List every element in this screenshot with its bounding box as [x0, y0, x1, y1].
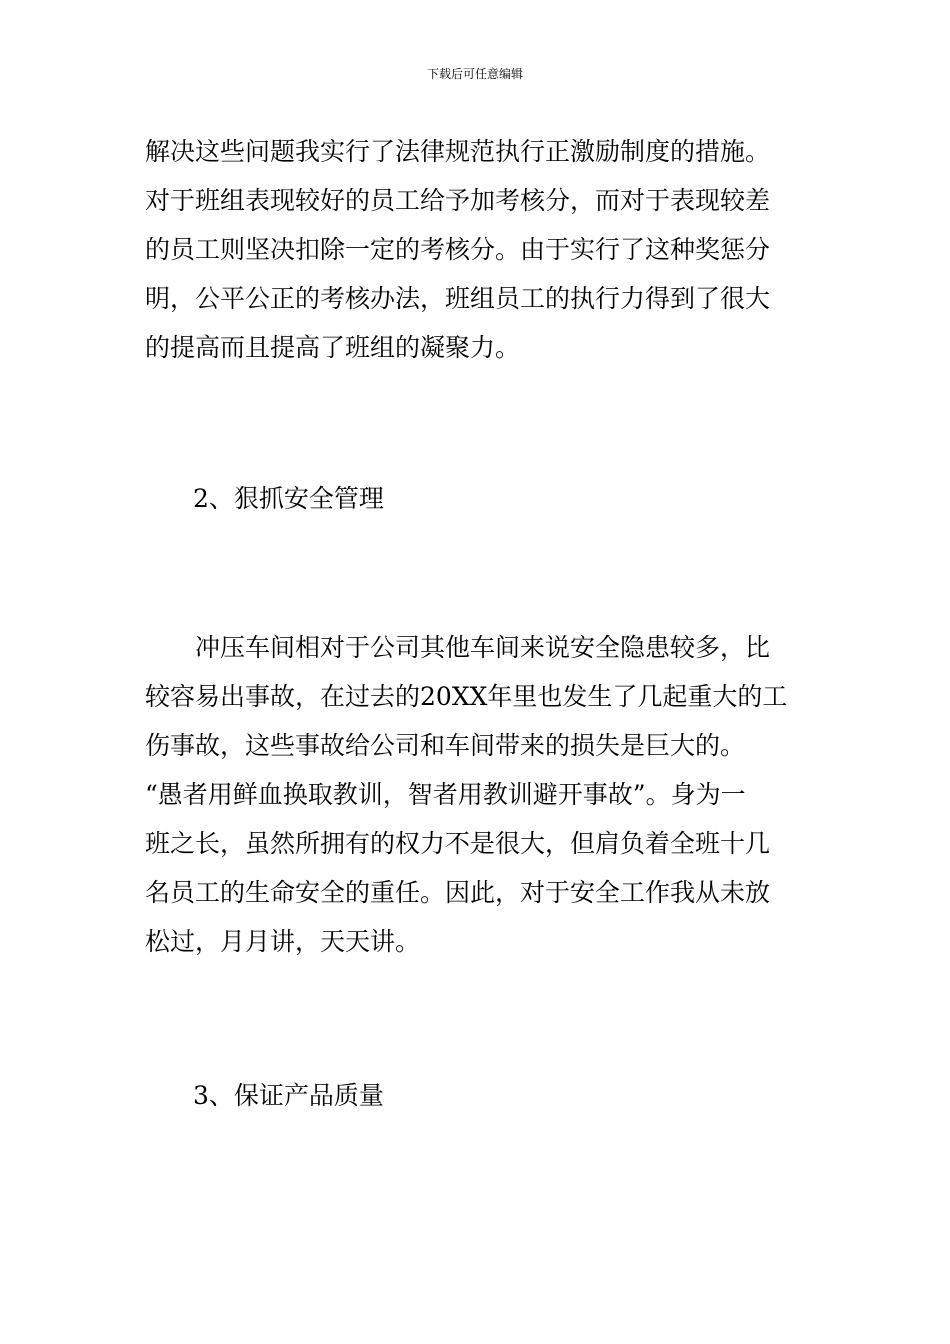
- section-heading-quality: 3、保证产品质量: [193, 1081, 384, 1110]
- paragraph-line: 名员工的生命安全的重任。因此，对于安全工作我从未放: [145, 878, 771, 907]
- paragraph-line: “愚者用鲜血换取教训，智者用教训避开事故”。身为一: [145, 780, 746, 809]
- paragraph-line: 伤事故，这些事故给公司和车间带来的损失是巨大的。: [145, 731, 746, 760]
- paragraph-line: 松过，月月讲，天天讲。: [145, 927, 421, 956]
- paragraph-line: 冲压车间相对于公司其他车间来说安全隐患较多，比: [145, 633, 771, 662]
- paragraph-line: 对于班组表现较好的员工给予加考核分，而对于表现较差: [145, 186, 771, 215]
- section-heading-safety: 2、狠抓安全管理: [193, 484, 384, 513]
- paragraph-line: 较容易出事故，在过去的20XX年里也发生了几起重大的工: [145, 682, 788, 711]
- paragraph-line: 的提高而且提高了班组的凝聚力。: [145, 333, 521, 362]
- paragraph-safety: [145, 623, 807, 966]
- paragraph-line: 解决这些问题我实行了法律规范执行正激励制度的措施。: [145, 137, 771, 166]
- page-header-note: 下载后可任意编辑: [426, 67, 523, 81]
- paragraph-incentive-system: [145, 127, 807, 372]
- paragraph-line: 班之长，虽然所拥有的权力不是很大，但肩负着全班十几: [145, 829, 771, 858]
- paragraph-line: 的员工则坚决扣除一定的考核分。由于实行了这种奖惩分: [145, 235, 771, 264]
- paragraph-line: 明，公平公正的考核办法，班组员工的执行力得到了很大: [145, 284, 771, 313]
